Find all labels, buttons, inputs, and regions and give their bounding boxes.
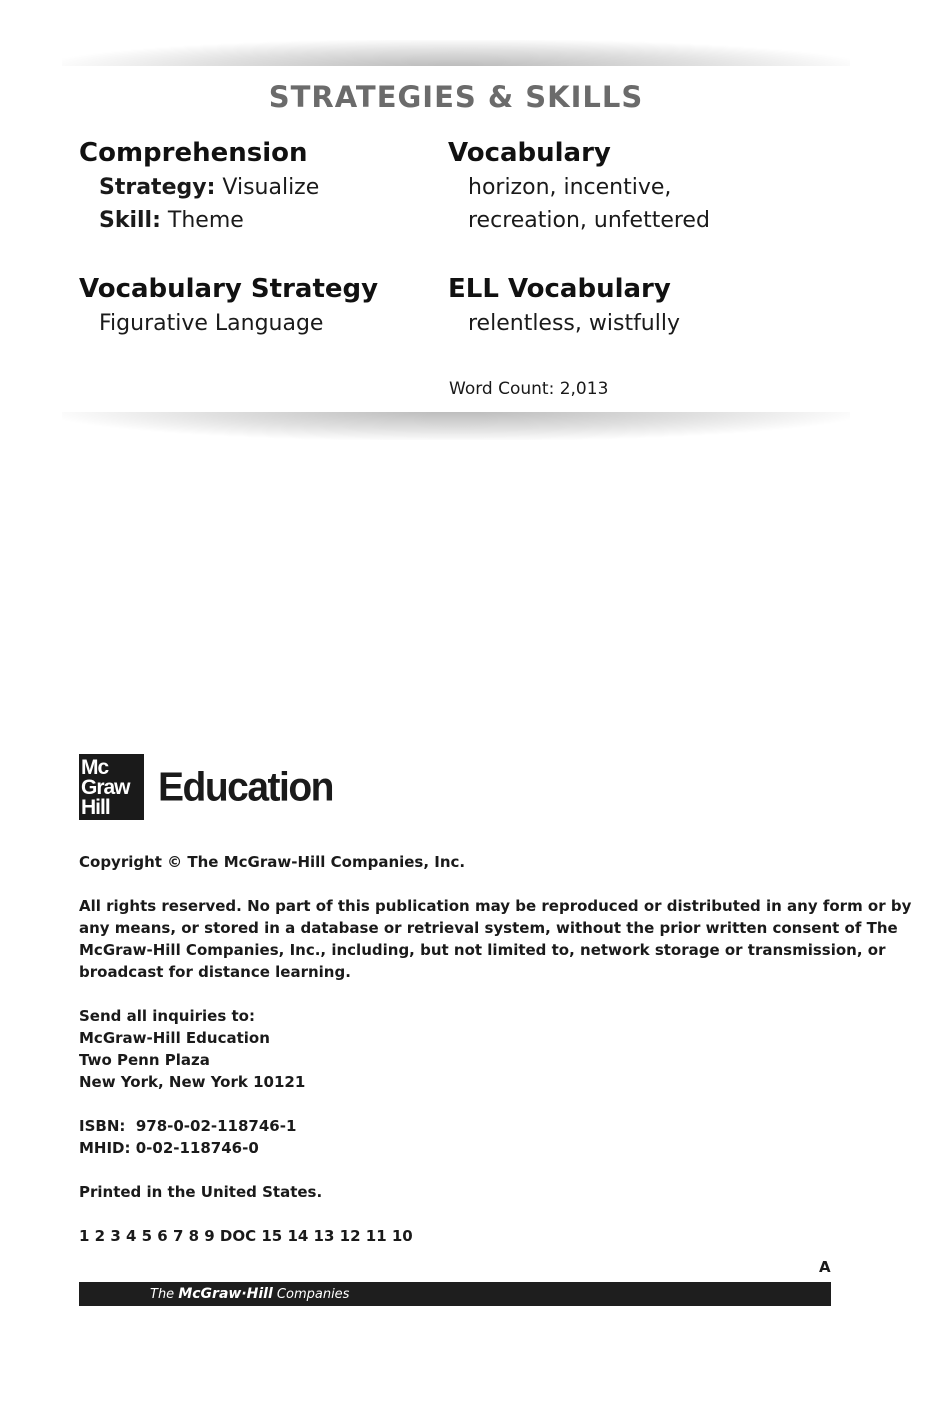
rights-paragraph — [79, 895, 911, 983]
mcgraw-hill-logo-box — [79, 754, 144, 820]
inquiries-address — [79, 1005, 305, 1093]
inquiries-line: Two Penn Plaza — [79, 1051, 210, 1069]
vocabulary-strategy-value: Figurative Language — [99, 311, 324, 336]
printing-line: 1 2 3 4 5 6 7 8 9 DOC 15 14 13 12 11 10 — [79, 1227, 413, 1245]
logo-line-mc: Mc — [81, 756, 109, 779]
vocabulary-heading: Vocabulary — [448, 138, 611, 168]
logo-line-graw: Graw — [81, 776, 130, 799]
rights-line: McGraw-Hill Companies, Inc., including, but not limited to, network storage or transmission, or — [79, 941, 886, 959]
strategy-label: Strategy: — [99, 175, 216, 200]
ell-vocabulary-heading: ELL Vocabulary — [448, 274, 671, 304]
copyright-notice: Copyright © The McGraw-Hill Companies, Inc. — [79, 853, 466, 871]
edition-letter: A — [819, 1258, 831, 1276]
vocabulary-line-2: recreation, unfettered — [468, 208, 710, 233]
footer-bar — [79, 1282, 831, 1306]
vocabulary-strategy-heading: Vocabulary Strategy — [79, 274, 379, 304]
panel-shadow-top — [62, 40, 850, 68]
inquiries-line: Send all inquiries to: — [79, 1007, 255, 1025]
panel-title: STRATEGIES & SKILLS — [268, 80, 644, 114]
ell-vocabulary-value: relentless, wistfully — [468, 311, 680, 336]
identifiers — [79, 1115, 296, 1159]
isbn: ISBN: 978-0-02-118746-1 — [79, 1117, 297, 1135]
footer-brand — [150, 1286, 349, 1302]
inquiries-line: McGraw-Hill Education — [79, 1029, 270, 1047]
rights-line: All rights reserved. No part of this publication may be reproduced or distributed in any form or by — [79, 897, 912, 915]
inquiries-line: New York, New York 10121 — [79, 1073, 306, 1091]
footer-companies: Companies — [276, 1287, 350, 1302]
footer-the: The — [150, 1287, 175, 1302]
printed-in: Printed in the United States. — [79, 1183, 323, 1201]
vocabulary-line-1: horizon, incentive, — [468, 175, 672, 200]
strategy-line — [99, 175, 319, 200]
education-wordmark: Education — [158, 764, 334, 811]
rights-line: broadcast for distance learning. — [79, 963, 351, 981]
mhid: MHID: 0-02-118746-0 — [79, 1139, 259, 1157]
skill-line — [99, 208, 244, 233]
logo-line-hill: Hill — [81, 796, 110, 819]
comprehension-heading: Comprehension — [79, 138, 308, 168]
skill-value: Theme — [167, 208, 244, 233]
panel-shadow-bottom — [62, 410, 850, 440]
rights-line: any means, or stored in a database or retrieval system, without the prior written consent of The — [79, 919, 898, 937]
strategy-value: Visualize — [222, 175, 320, 200]
skill-label: Skill: — [99, 208, 161, 233]
word-count: Word Count: 2,013 — [449, 379, 609, 399]
footer-brand-name: McGraw·Hill — [178, 1286, 273, 1302]
strategies-skills-panel — [62, 66, 850, 412]
